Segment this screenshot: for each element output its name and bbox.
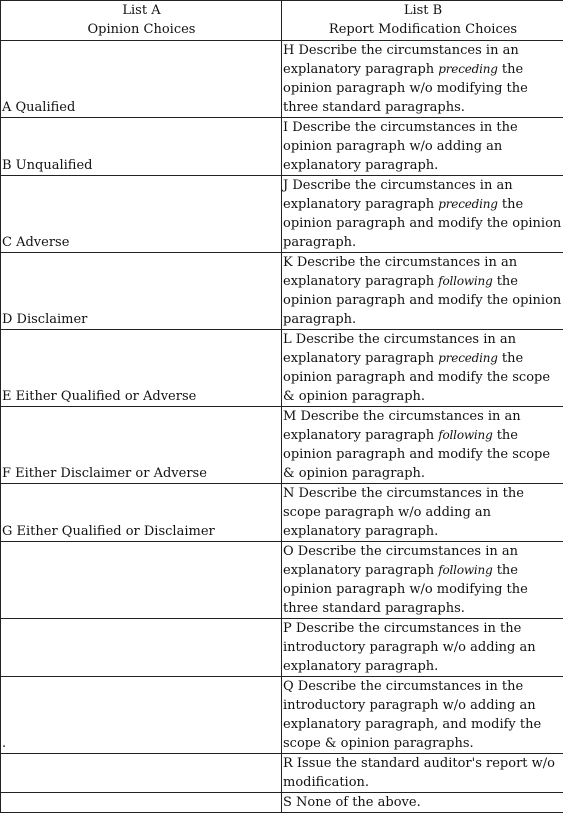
header-row	[1, 1, 563, 41]
emphasized-text: following	[438, 428, 492, 442]
table-row	[1, 330, 563, 407]
emphasized-text: preceding	[438, 197, 497, 211]
choice-text: R Issue the standard auditor's report w/o modification.	[283, 756, 555, 790]
table-row	[1, 407, 563, 484]
opinion-choice-cell	[1, 542, 282, 619]
choice-text: K Describe the circumstances in an explanatory paragraph	[283, 255, 517, 289]
emphasized-text: preceding	[438, 62, 497, 76]
choice-text: the opinion paragraph w/o modifying the three standard paragraphs.	[283, 62, 528, 115]
modification-choice-cell	[282, 176, 563, 253]
list-a-title: List A	[2, 1, 281, 20]
opinion-choice-cell	[1, 793, 282, 813]
list-b-title: List B	[283, 1, 563, 20]
emphasized-text: preceding	[438, 351, 497, 365]
modification-choice-cell	[282, 619, 563, 677]
table-row	[1, 253, 563, 330]
table-row	[1, 619, 563, 677]
list-a-subtitle: Opinion Choices	[2, 20, 281, 39]
choice-text: P Describe the circumstances in the introductory paragraph w/o adding an explanatory paragraph.	[283, 621, 536, 674]
opinion-choice-cell: E Either Qualified or Adverse	[1, 330, 282, 407]
opinion-choice-cell: .	[1, 677, 282, 754]
opinion-choice-cell: G Either Qualified or Disclaimer	[1, 484, 282, 542]
choice-text: the opinion paragraph and modify the opinion paragraph.	[283, 274, 561, 327]
choice-text: the opinion paragraph and modify the opinion paragraph.	[283, 197, 561, 250]
opinion-choice-cell: C Adverse	[1, 176, 282, 253]
choice-text: N Describe the circumstances in the scope paragraph w/o adding an explanatory paragraph.	[283, 486, 524, 539]
choice-text: M Describe the circumstances in an explanatory paragraph	[283, 409, 521, 443]
emphasized-text: following	[438, 274, 492, 288]
choice-text: I Describe the circumstances in the opinion paragraph w/o adding an explanatory paragraph.	[283, 120, 518, 173]
modification-choice-cell	[282, 793, 563, 813]
list-a-header	[1, 1, 282, 41]
modification-choice-cell	[282, 542, 563, 619]
choice-text: S None of the above.	[283, 795, 421, 810]
emphasized-text: following	[438, 563, 492, 577]
opinion-choice-cell	[1, 754, 282, 793]
opinion-choice-cell: F Either Disclaimer or Adverse	[1, 407, 282, 484]
choice-text: L Describe the circumstances in an explanatory paragraph	[283, 332, 516, 366]
choice-text: O Describe the circumstances in an explanatory paragraph	[283, 544, 518, 578]
modification-choice-cell	[282, 330, 563, 407]
modification-choice-cell	[282, 407, 563, 484]
table-row	[1, 41, 563, 118]
opinion-choice-cell: D Disclaimer	[1, 253, 282, 330]
table-row	[1, 542, 563, 619]
modification-choice-cell	[282, 118, 563, 176]
list-b-subtitle: Report Modification Choices	[283, 20, 563, 39]
table-row	[1, 118, 563, 176]
table-row	[1, 484, 563, 542]
modification-choice-cell	[282, 677, 563, 754]
choice-text: the opinion paragraph w/o modifying the three standard paragraphs.	[283, 563, 528, 616]
table-row	[1, 754, 563, 793]
opinion-choice-cell: B Unqualified	[1, 118, 282, 176]
opinion-choice-cell	[1, 619, 282, 677]
choice-text: the opinion paragraph and modify the scope & opinion paragraph.	[283, 351, 550, 404]
modification-choice-cell	[282, 484, 563, 542]
modification-choice-cell	[282, 253, 563, 330]
choice-text: H Describe the circumstances in an explanatory paragraph	[283, 43, 519, 77]
choice-text: J Describe the circumstances in an explanatory paragraph	[283, 178, 513, 212]
table-row	[1, 677, 563, 754]
choice-text: the opinion paragraph and modify the scope & opinion paragraph.	[283, 428, 550, 481]
opinion-choice-cell: A Qualified	[1, 41, 282, 118]
modification-choice-cell	[282, 41, 563, 118]
modification-choice-cell	[282, 754, 563, 793]
table-row	[1, 176, 563, 253]
list-b-header	[282, 1, 563, 41]
choice-text: Q Describe the circumstances in the introductory paragraph w/o adding an explanatory paragraph, and modify the scope & opinion paragraphs.	[283, 679, 541, 751]
table-row	[1, 793, 563, 813]
